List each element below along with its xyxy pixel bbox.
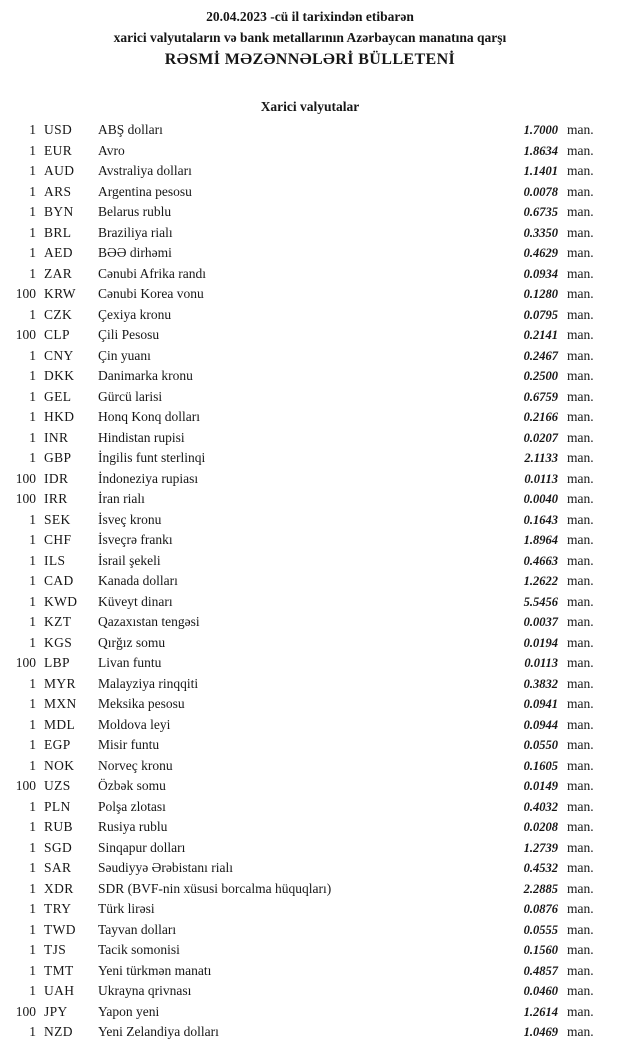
- currency-name: Malayziya rinqqiti: [98, 675, 199, 691]
- currency-qty: 1: [29, 532, 36, 547]
- currency-row: [6, 325, 602, 346]
- currency-rate: 0.4032: [523, 799, 558, 814]
- currency-unit-label: man.: [567, 470, 594, 486]
- currency-qty: 1: [29, 306, 36, 322]
- currency-unit-label: man.: [567, 409, 594, 424]
- currency-code: INR: [44, 429, 69, 445]
- currency-code: ARS: [44, 183, 72, 199]
- currency-rate: 0.3832: [523, 676, 558, 691]
- currency-name: Moldova leyi: [98, 716, 171, 732]
- currency-rate: 0.2500: [523, 369, 558, 383]
- currency-qty: 1: [29, 265, 36, 281]
- currency-qty: 1: [29, 552, 36, 568]
- currency-code: CZK: [44, 306, 73, 322]
- currency-rate: 0.0460: [523, 984, 558, 998]
- currency-row: [6, 674, 602, 695]
- currency-unit-label: man.: [567, 306, 594, 322]
- currency-unit-label: man.: [567, 716, 594, 732]
- currency-row: [6, 284, 602, 305]
- currency-unit-label: man.: [567, 737, 594, 752]
- currency-qty: 1: [29, 901, 36, 916]
- currency-row: [6, 407, 602, 428]
- currency-row: [6, 428, 602, 449]
- currency-qty: 1: [29, 224, 36, 240]
- currency-qty: 1: [29, 880, 36, 896]
- currency-unit-label: man.: [567, 921, 594, 937]
- currency-rate: 0.0555: [523, 922, 558, 937]
- currency-rate: 0.0208: [523, 820, 558, 834]
- currency-rate: 2.1133: [524, 451, 558, 465]
- currency-name: Cənubi Korea vonu: [98, 286, 204, 301]
- currency-unit-label: man.: [567, 757, 594, 773]
- currency-name: Yeni türkmən manatı: [98, 962, 212, 978]
- currency-rate: 0.0795: [523, 307, 558, 322]
- currency-name: Gürcü larisi: [98, 388, 163, 404]
- currency-row: [6, 756, 602, 777]
- currency-code: TJS: [44, 942, 67, 957]
- currency-code: KZT: [44, 614, 72, 629]
- currency-name: Sinqapur dolları: [98, 839, 186, 855]
- currency-row: [6, 838, 602, 859]
- currency-row: [6, 592, 602, 613]
- currency-qty: 1: [29, 593, 36, 609]
- currency-name: Norveç kronu: [98, 757, 173, 773]
- currency-qty: 1: [29, 716, 36, 732]
- currency-unit-label: man.: [567, 491, 594, 506]
- currency-code: XDR: [44, 880, 74, 896]
- currency-row: [6, 530, 602, 551]
- currency-unit-label: man.: [567, 245, 594, 260]
- currency-unit-label: man.: [567, 655, 594, 670]
- currency-code: MYR: [44, 675, 76, 691]
- currency-code: CLP: [44, 327, 70, 342]
- currency-code: SGD: [44, 839, 73, 855]
- currency-rate: 0.0944: [523, 717, 558, 732]
- currency-name: Küveyt dinarı: [98, 593, 173, 609]
- currency-code: BYN: [44, 204, 74, 219]
- currency-code: GBP: [44, 450, 72, 465]
- currency-row: [6, 1022, 602, 1043]
- currency-qty: 1: [29, 757, 36, 773]
- currency-code: AUD: [44, 163, 75, 178]
- currency-unit-label: man.: [567, 122, 594, 137]
- currency-code: ILS: [44, 552, 66, 568]
- currency-unit-label: man.: [567, 142, 594, 158]
- currency-qty: 1: [29, 634, 36, 650]
- currency-row: [6, 612, 602, 633]
- currency-unit-label: man.: [567, 286, 594, 301]
- currency-unit-label: man.: [567, 962, 594, 978]
- currency-row: [6, 776, 602, 797]
- currency-qty: 1: [29, 1024, 36, 1039]
- currency-rate: 0.4629: [523, 246, 558, 260]
- currency-code: PLN: [44, 798, 71, 814]
- currency-name: Çili Pesosu: [98, 327, 160, 342]
- currency-row: [6, 981, 602, 1002]
- currency-code: EUR: [44, 142, 73, 158]
- currency-name: İsrail şekeli: [98, 552, 161, 568]
- currency-unit-label: man.: [567, 675, 594, 691]
- currency-qty: 100: [15, 327, 36, 342]
- currency-row: [6, 633, 602, 654]
- currency-code: GEL: [44, 388, 72, 404]
- currency-row: [6, 797, 602, 818]
- currency-row: [6, 141, 602, 162]
- currency-row: [6, 448, 602, 469]
- currency-unit-label: man.: [567, 573, 594, 588]
- currency-row: [6, 202, 602, 223]
- currency-name: Çexiya kronu: [98, 306, 172, 322]
- currency-name: Qazaxıstan tengəsi: [98, 614, 200, 629]
- currency-row: [6, 182, 602, 203]
- currency-name: Qırğız somu: [98, 634, 166, 650]
- currency-rate: 0.0550: [523, 738, 558, 752]
- currency-code: TMT: [44, 962, 74, 978]
- currency-qty: 1: [29, 839, 36, 855]
- currency-rate: 0.4532: [523, 861, 558, 875]
- currency-qty: 100: [15, 286, 36, 301]
- currency-rate: 0.6735: [523, 205, 558, 219]
- currency-row: [6, 346, 602, 367]
- currency-unit-label: man.: [567, 1003, 594, 1019]
- currency-row: [6, 120, 602, 141]
- currency-rate: 0.0194: [523, 635, 558, 650]
- currency-rate: 0.2141: [523, 328, 558, 342]
- currency-qty: 100: [15, 491, 36, 506]
- currency-code: UAH: [44, 983, 75, 998]
- currency-qty: 1: [29, 614, 36, 629]
- currency-unit-label: man.: [567, 819, 594, 834]
- currency-qty: 100: [15, 1003, 36, 1019]
- currency-code: KWD: [44, 593, 78, 609]
- currency-row: [6, 305, 602, 326]
- currency-row: [6, 161, 602, 182]
- currency-name: ABŞ dolları: [98, 122, 163, 137]
- currency-row: [6, 489, 602, 510]
- currency-rate: 0.0941: [523, 697, 558, 711]
- currency-row: [6, 817, 602, 838]
- currency-qty: 1: [29, 245, 36, 260]
- currency-code: IRR: [44, 491, 68, 506]
- currency-code: MXN: [44, 696, 77, 711]
- currency-rate: 0.0040: [523, 492, 558, 506]
- currency-unit-label: man.: [567, 388, 594, 404]
- currency-qty: 1: [29, 860, 36, 875]
- currency-code: SAR: [44, 860, 72, 875]
- currency-unit-label: man.: [567, 450, 594, 465]
- currency-rate: 0.0113: [524, 471, 558, 486]
- currency-rate: 0.3350: [523, 225, 558, 240]
- currency-name: Tayvan dolları: [98, 921, 177, 937]
- currency-unit-label: man.: [567, 532, 594, 547]
- currency-code: SEK: [44, 511, 71, 527]
- currency-name: İsveçrə frankı: [98, 532, 173, 547]
- currency-qty: 1: [29, 429, 36, 445]
- currency-unit-label: man.: [567, 429, 594, 445]
- currency-qty: 1: [29, 942, 36, 957]
- currency-rate: 0.6759: [523, 389, 558, 404]
- currency-code: HKD: [44, 409, 75, 424]
- currency-row: [6, 387, 602, 408]
- bulletin-title: RƏSMİ MƏZƏNNƏLƏRİ BÜLLETENİ: [164, 51, 456, 68]
- currency-qty: 1: [29, 388, 36, 404]
- currency-rate: 1.1401: [523, 164, 558, 178]
- currency-qty: 1: [29, 983, 36, 998]
- currency-table: [0, 120, 620, 1043]
- currency-code: LBP: [44, 655, 70, 670]
- currency-unit-label: man.: [567, 983, 594, 998]
- currency-rate: 0.0207: [523, 430, 558, 445]
- currency-qty: 1: [29, 347, 36, 363]
- currency-code: MDL: [44, 716, 76, 732]
- currency-unit-label: man.: [567, 1024, 594, 1039]
- effective-date-line: 20.04.2023 -cü il tarixindən etibarən: [206, 9, 414, 24]
- currency-code: IDR: [44, 470, 69, 486]
- currency-code: ZAR: [44, 265, 73, 281]
- currency-name: Çin yuanı: [98, 347, 151, 363]
- currency-rate: 0.4857: [523, 963, 558, 978]
- currency-unit-label: man.: [567, 224, 594, 240]
- currency-qty: 1: [29, 798, 36, 814]
- currency-qty: 1: [29, 450, 36, 465]
- currency-rate: 0.0037: [523, 615, 558, 629]
- currency-row: [6, 1002, 602, 1023]
- currency-name: Argentina pesosu: [98, 183, 192, 199]
- currency-qty: 1: [29, 368, 36, 383]
- currency-row: [6, 223, 602, 244]
- currency-rate: 1.0469: [523, 1025, 558, 1039]
- bulletin-subtitle: xarici valyutaların və bank metallarının Azərbaycan manatına qarşı: [113, 30, 507, 45]
- currency-unit-label: man.: [567, 839, 594, 855]
- currency-name: Cənubi Afrika randı: [98, 265, 206, 281]
- currency-row: [6, 940, 602, 961]
- currency-qty: 1: [29, 696, 36, 711]
- currency-unit-label: man.: [567, 368, 594, 383]
- currency-code: AED: [44, 245, 73, 260]
- currency-name: Polşa zlotası: [98, 798, 166, 814]
- currency-unit-label: man.: [567, 204, 594, 219]
- currency-name: Meksika pesosu: [98, 696, 185, 711]
- currency-rate: 1.2622: [523, 574, 558, 588]
- currency-name: Səudiyyə Ərəbistanı rialı: [98, 860, 233, 875]
- currency-unit-label: man.: [567, 880, 594, 896]
- currency-name: Livan funtu: [98, 655, 162, 670]
- currency-row: [6, 366, 602, 387]
- currency-name: Misir funtu: [98, 737, 160, 752]
- currency-name: İsveç kronu: [98, 511, 162, 527]
- currency-row: [6, 858, 602, 879]
- currency-code: CAD: [44, 573, 74, 588]
- currency-rate: 0.0876: [523, 902, 558, 916]
- currency-rate: 1.8634: [523, 143, 558, 158]
- currency-qty: 100: [15, 655, 36, 670]
- currency-rate: 0.1280: [523, 287, 558, 301]
- currency-name: İndoneziya rupiası: [98, 470, 199, 486]
- currency-name: Danimarka kronu: [98, 368, 193, 383]
- currency-name: Honq Konq dolları: [98, 409, 200, 424]
- currency-rate: 0.1560: [523, 943, 558, 957]
- currency-name: Türk lirəsi: [98, 901, 155, 916]
- currency-code: USD: [44, 122, 73, 137]
- currency-qty: 1: [29, 737, 36, 752]
- currency-unit-label: man.: [567, 552, 594, 568]
- currency-qty: 1: [29, 675, 36, 691]
- currency-rate: 0.0078: [523, 184, 558, 199]
- currency-unit-label: man.: [567, 860, 594, 875]
- currency-name: Avro: [98, 142, 125, 158]
- currency-rate: 0.0113: [524, 656, 558, 670]
- currency-code: RUB: [44, 819, 73, 834]
- currency-qty: 1: [29, 409, 36, 424]
- currency-qty: 1: [29, 819, 36, 834]
- currency-rate: 0.0934: [523, 266, 558, 281]
- currency-rate: 1.2614: [523, 1004, 558, 1019]
- currency-row: [6, 551, 602, 572]
- currency-qty: 100: [15, 778, 36, 793]
- currency-unit-label: man.: [567, 778, 594, 793]
- currency-code: CHF: [44, 532, 72, 547]
- currency-qty: 1: [29, 163, 36, 178]
- currency-unit-label: man.: [567, 634, 594, 650]
- currency-row: [6, 653, 602, 674]
- currency-code: TWD: [44, 921, 76, 937]
- currency-rate: 5.5456: [523, 594, 558, 609]
- currency-code: KRW: [44, 286, 76, 301]
- currency-code: UZS: [44, 778, 71, 793]
- currency-unit-label: man.: [567, 696, 594, 711]
- currency-unit-label: man.: [567, 347, 594, 363]
- currency-code: NOK: [44, 757, 75, 773]
- currency-name: Rusiya rublu: [98, 819, 168, 834]
- currency-qty: 1: [29, 183, 36, 199]
- currency-name: SDR (BVF-nin xüsusi borcalma hüquqları): [98, 880, 332, 896]
- section-title-foreign-currencies: Xarici valyutalar: [260, 99, 360, 114]
- currency-name: Ukrayna qrivnası: [98, 983, 192, 998]
- currency-row: [6, 243, 602, 264]
- currency-code: NZD: [44, 1024, 73, 1039]
- currency-row: [6, 469, 602, 490]
- currency-name: İran rialı: [98, 491, 145, 506]
- currency-row: [6, 510, 602, 531]
- currency-rate: 0.0149: [523, 779, 558, 793]
- currency-name: Tacik somonisi: [98, 942, 180, 957]
- currency-code: DKK: [44, 368, 75, 383]
- currency-row: [6, 694, 602, 715]
- currency-qty: 100: [15, 470, 36, 486]
- currency-rate: 0.1643: [523, 512, 558, 527]
- currency-row: [6, 264, 602, 285]
- currency-code: EGP: [44, 737, 71, 752]
- currency-name: Özbək somu: [98, 778, 166, 793]
- currency-unit-label: man.: [567, 614, 594, 629]
- currency-name: İngilis funt sterlinqi: [98, 450, 206, 465]
- currency-unit-label: man.: [567, 511, 594, 527]
- currency-name: Hindistan rupisi: [98, 429, 185, 445]
- currency-row: [6, 920, 602, 941]
- currency-name: Braziliya rialı: [98, 224, 173, 240]
- currency-name: Belarus rublu: [98, 204, 172, 219]
- currency-rate: 0.1605: [523, 758, 558, 773]
- currency-code: CNY: [44, 347, 74, 363]
- currency-name: Avstraliya dolları: [98, 163, 192, 178]
- currency-qty: 1: [29, 122, 36, 137]
- currency-code: KGS: [44, 634, 73, 650]
- currency-name: Yapon yeni: [98, 1003, 160, 1019]
- currency-rate: 1.7000: [523, 123, 558, 137]
- currency-qty: 1: [29, 962, 36, 978]
- currency-row: [6, 715, 602, 736]
- currency-name: Yeni Zelandiya dolları: [98, 1024, 219, 1039]
- currency-unit-label: man.: [567, 265, 594, 281]
- currency-name: BƏƏ dirhəmi: [98, 245, 172, 260]
- currency-qty: 1: [29, 573, 36, 588]
- currency-unit-label: man.: [567, 163, 594, 178]
- currency-row: [6, 735, 602, 756]
- currency-code: BRL: [44, 224, 72, 240]
- currency-code: JPY: [44, 1003, 68, 1019]
- currency-unit-label: man.: [567, 593, 594, 609]
- currency-unit-label: man.: [567, 901, 594, 916]
- currency-row: [6, 571, 602, 592]
- currency-rate: 0.2467: [523, 348, 558, 363]
- currency-unit-label: man.: [567, 327, 594, 342]
- currency-rate: 0.4663: [523, 553, 558, 568]
- currency-code: TRY: [44, 901, 72, 916]
- currency-rate: 1.2739: [523, 840, 558, 855]
- currency-unit-label: man.: [567, 183, 594, 199]
- currency-qty: 1: [29, 204, 36, 219]
- currency-row: [6, 961, 602, 982]
- currency-qty: 1: [29, 921, 36, 937]
- currency-rate: 0.2166: [523, 410, 558, 424]
- currency-rate: 2.2885: [523, 881, 558, 896]
- currency-unit-label: man.: [567, 798, 594, 814]
- currency-row: [6, 899, 602, 920]
- bulletin-header: [0, 0, 620, 72]
- currency-qty: 1: [29, 142, 36, 158]
- currency-unit-label: man.: [567, 942, 594, 957]
- currency-row: [6, 879, 602, 900]
- currency-rate: 1.8964: [523, 533, 558, 547]
- currency-name: Kanada dolları: [98, 573, 178, 588]
- currency-qty: 1: [29, 511, 36, 527]
